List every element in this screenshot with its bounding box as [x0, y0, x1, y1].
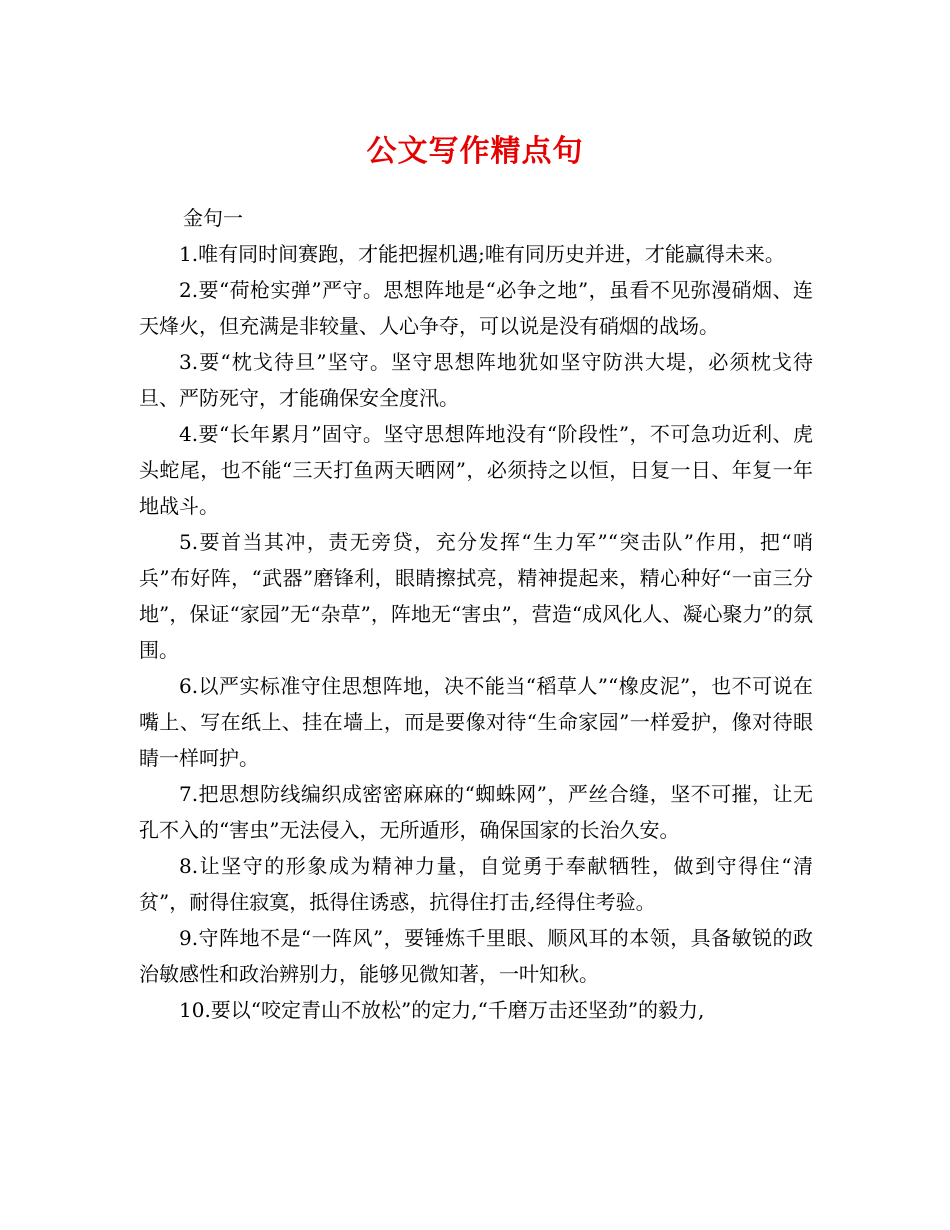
document-title: 公文写作精点句 — [366, 134, 584, 169]
paragraph-8: 8.让坚守的形象成为精神力量，自觉勇于奉献牺牲，做到守得住“清贫”，耐得住寂寞，抵得住诱惑，抗得住打击,经得住考验。 — [139, 854, 813, 914]
section-heading: 金句一 — [183, 206, 243, 230]
paragraph-6: 6.以严实标准守住思想阵地，决不能当“稻草人”“橡皮泥”，也不可说在嘴上、写在纸上、挂在墙上，而是要像对待“生命家园”一样爱护，像对待眼睛一样呵护。 — [139, 674, 813, 770]
document-body — [139, 200, 813, 1028]
paragraph-7: 7.把思想防线编织成密密麻麻的“蜘蛛网”，严丝合缝，坚不可摧，让无孔不入的“害虫”无法侵入，无所遁形，确保国家的长治久安。 — [139, 782, 813, 842]
paragraph-2: 2.要“荷枪实弹”严守。思想阵地是“必争之地”，虽看不见弥漫硝烟、连天烽火，但充满是非较量、人心争夺，可以说是没有硝烟的战场。 — [139, 278, 813, 338]
paragraph-4: 4.要“长年累月”固守。坚守思想阵地没有“阶段性”，不可急功近利、虎头蛇尾，也不能“三天打鱼两天晒网”，必须持之以恒，日复一日、年复一年地战斗。 — [139, 422, 813, 518]
paragraph-9: 9.守阵地不是“一阵风”，要锤炼千里眼、顺风耳的本领，具备敏锐的政治敏感性和政治辨别力，能够见微知著，一叶知秋。 — [139, 926, 813, 986]
paragraph-10: 10.要以“咬定青山不放松”的定力,“千磨万击还坚劲”的毅力, — [179, 998, 705, 1022]
paragraph-3: 3.要“枕戈待旦”坚守。坚守思想阵地犹如坚守防洪大堤，必须枕戈待旦、严防死守，才能确保安全度汛。 — [139, 350, 813, 410]
paragraph-1: 1.唯有同时间赛跑，才能把握机遇;唯有同历史并进，才能赢得未来。 — [179, 242, 785, 266]
paragraph-5: 5.要首当其冲，责无旁贷，充分发挥“生力军”“突击队”作用，把“哨兵”布好阵，“武器”磨锋利，眼睛擦拭亮，精神提起来，精心种好“一亩三分地”，保证“家园”无“杂草”，阵地无“害虫”，营造“成风化人、凝心聚力”的氛围。 — [139, 530, 813, 662]
